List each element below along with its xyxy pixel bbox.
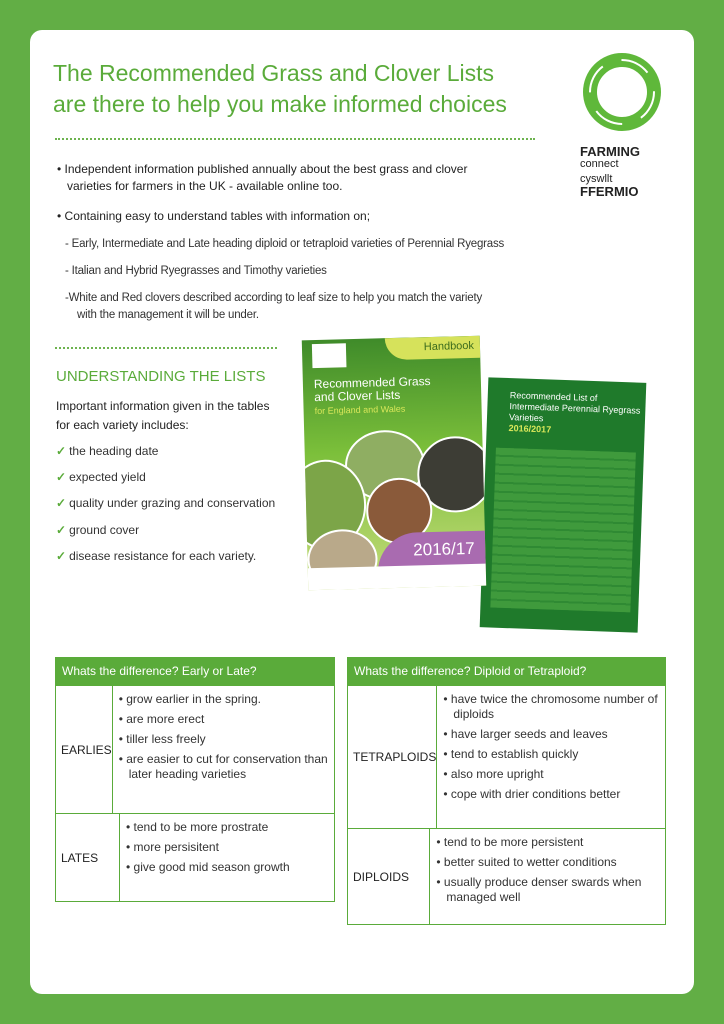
list-item: • more persisitent [126, 840, 290, 855]
sub-line: with the management it will be under. [77, 309, 259, 321]
check-label: ground cover [69, 523, 140, 537]
hills-logo-icon [312, 343, 347, 368]
logo-text: cyswllt [580, 173, 613, 185]
table-page-year: 2016/2017 [508, 423, 552, 435]
sub-line: -White and Red clovers described according to leaf size to help you match the variety [65, 292, 483, 304]
check-item [56, 444, 158, 458]
table-row [56, 685, 334, 813]
check-item [56, 470, 146, 484]
row-items [430, 829, 665, 924]
list-item: • are more erect [119, 712, 330, 727]
check-icon: ✓ [56, 523, 67, 537]
bullet-line: • Containing easy to understand tables with information on; [57, 209, 371, 223]
table-row [348, 828, 665, 924]
list-item: • usually produce denser swards when managed well [436, 875, 661, 905]
bullet-line: • Independent information published annually about the best grass and clover [57, 162, 468, 176]
check-item [56, 549, 256, 563]
check-label: the heading date [69, 444, 159, 458]
row-label: TETRAPLOIDS [348, 686, 437, 828]
bullet-item [57, 208, 370, 225]
handbook-tag: Handbook [385, 336, 481, 360]
early-late-table [55, 657, 335, 902]
check-item [56, 523, 139, 537]
list-item: • tend to be more prostrate [126, 820, 290, 835]
section-intro: Important information given in the tables for each variety includes: [56, 399, 270, 432]
list-item: • are easier to cut for conservation than later heading varieties [119, 752, 330, 782]
list-item: • give good mid season growth [126, 860, 290, 875]
check-label: quality under grazing and conservation [69, 496, 276, 510]
logo-text: FARMING [580, 144, 640, 159]
farming-connect-logo [580, 50, 670, 198]
table-page-title [508, 390, 645, 439]
table-row [56, 813, 334, 901]
row-items [437, 686, 665, 828]
table-row [348, 685, 665, 828]
list-item: • tend to be more persistent [436, 835, 661, 850]
bullet-item [57, 161, 467, 195]
logo-text: connect [580, 158, 619, 170]
section-heading: UNDERSTANDING THE LISTS [56, 368, 266, 385]
row-items [120, 814, 294, 901]
list-item: • have twice the chromosome number of diploids [443, 692, 661, 722]
sponsor-logos [308, 564, 487, 591]
list-item: • also more upright [443, 767, 661, 782]
sub-item: - Early, Intermediate and Late heading diploid or tetraploid varieties of Perennial Ryegrass [65, 238, 505, 250]
row-label: LATES [56, 814, 120, 901]
list-item: • have larger seeds and leaves [443, 727, 661, 742]
table-page-line: Intermediate Perennial Ryegrass Varieties [508, 401, 641, 424]
list-item: • tiller less freely [119, 732, 330, 747]
table-page-line: Recommended List of [509, 390, 598, 404]
table-header: Whats the difference? Early or Late? [56, 658, 334, 685]
logo-text: FFERMIO [580, 184, 639, 199]
list-item: • grow earlier in the spring. [119, 692, 330, 707]
title-line: are there to help you make informed choices [53, 91, 507, 117]
check-icon: ✓ [56, 496, 67, 510]
list-item: • tend to establish quickly [443, 747, 661, 762]
handbook-year: 2016/17 [377, 530, 486, 573]
sub-item [65, 290, 482, 324]
table-page-image [480, 377, 647, 632]
row-label: EARLIES [56, 686, 113, 813]
check-icon: ✓ [56, 444, 67, 458]
swirl-logo-icon [580, 50, 664, 134]
check-label: disease resistance for each variety. [69, 549, 257, 563]
table-header: Whats the difference? Diploid or Tetraploid? [348, 658, 665, 685]
list-item: • better suited to wetter conditions [436, 855, 661, 870]
page-title [53, 58, 573, 120]
divider [55, 138, 535, 140]
ploidy-table [347, 657, 666, 925]
check-icon: ✓ [56, 470, 67, 484]
row-items [113, 686, 334, 813]
table-grid-image [490, 448, 635, 613]
divider [55, 347, 277, 349]
handbook-subtitle: for England and Wales [314, 403, 406, 417]
check-icon: ✓ [56, 549, 67, 563]
check-label: expected yield [69, 470, 146, 484]
title-line: The Recommended Grass and Clover Lists [53, 60, 495, 86]
sub-item: - Italian and Hybrid Ryegrasses and Timothy varieties [65, 265, 327, 277]
list-item: • cope with drier conditions better [443, 787, 661, 802]
handbook-title: Recommended Grass and Clover Lists [313, 374, 431, 405]
row-label: DIPLOIDS [348, 829, 430, 924]
handbook-cover-image [302, 336, 486, 591]
bullet-line: varieties for farmers in the UK - available online too. [67, 179, 343, 193]
check-item [56, 496, 275, 510]
